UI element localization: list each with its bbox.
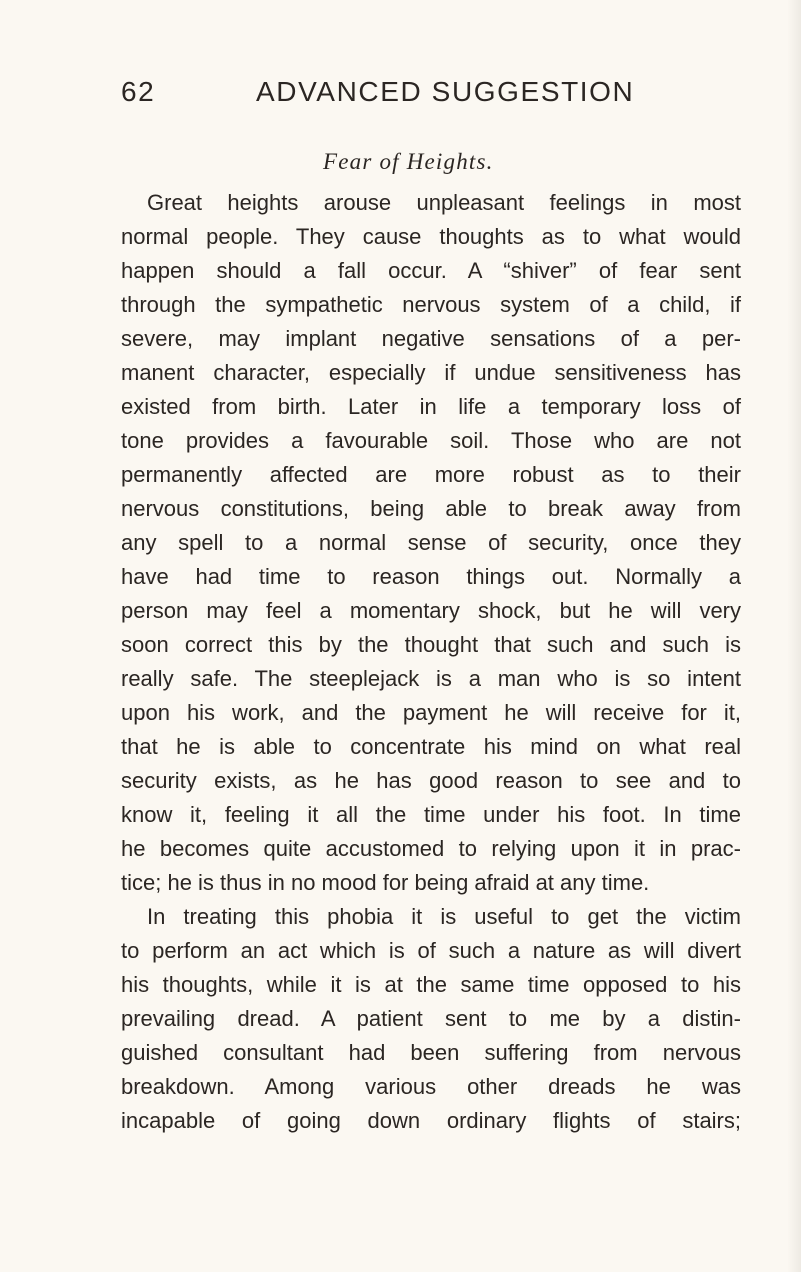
text-line: really safe. The steeplejack is a man who is so intent (121, 666, 741, 691)
page-number: 62 (121, 76, 156, 107)
section-title: Fear of Heights. (323, 149, 494, 174)
text-line: any spell to a normal sense of security, once they (121, 530, 741, 555)
running-header-title: ADVANCED SUGGESTION (256, 76, 635, 107)
text-line: severe, may implant negative sensations of a per- (121, 326, 741, 351)
text-line: manent character, especially if undue sensitiveness has (121, 360, 741, 385)
text-line: happen should a fall occur. A “shiver” of fear sent (121, 258, 741, 283)
text-line: normal people. They cause thoughts as to what would (121, 224, 741, 249)
text-line: his thoughts, while it is at the same time opposed to his (121, 972, 741, 997)
text-line: have had time to reason things out. Normally a (121, 564, 741, 589)
text-line: person may feel a momentary shock, but he will very (121, 598, 741, 623)
text-line: In treating this phobia it is useful to get the victim (147, 904, 741, 929)
text-line: guished consultant had been suffering from nervous (121, 1040, 741, 1065)
text-line: tone provides a favourable soil. Those who are not (121, 428, 741, 453)
text-line: security exists, as he has good reason to see and to (121, 768, 741, 793)
text-line: soon correct this by the thought that such and such is (121, 632, 741, 657)
body-text (121, 186, 741, 1138)
text-line: Great heights arouse unpleasant feelings in most (147, 190, 741, 215)
page-edge-shadow (787, 0, 801, 1272)
text-line: to perform an act which is of such a nature as will divert (121, 938, 741, 963)
text-line: prevailing dread. A patient sent to me by a distin- (121, 1006, 741, 1031)
text-line: know it, feeling it all the time under his foot. In time (121, 802, 741, 827)
text-line: permanently affected are more robust as to their (121, 462, 741, 487)
text-line: breakdown. Among various other dreads he was (121, 1074, 741, 1099)
text-line: that he is able to concentrate his mind on what real (121, 734, 741, 759)
running-header (121, 72, 681, 112)
text-line: existed from birth. Later in life a temporary loss of (121, 394, 741, 419)
text-line: through the sympathetic nervous system of a child, if (121, 292, 741, 317)
text-line: upon his work, and the payment he will receive for it, (121, 700, 741, 725)
text-line: incapable of going down ordinary flights of stairs; (121, 1108, 741, 1133)
text-line: he becomes quite accustomed to relying upon it in prac- (121, 836, 741, 861)
text-line: tice; he is thus in no mood for being afraid at any time. (121, 870, 650, 895)
text-line: nervous constitutions, being able to break away from (121, 496, 741, 521)
